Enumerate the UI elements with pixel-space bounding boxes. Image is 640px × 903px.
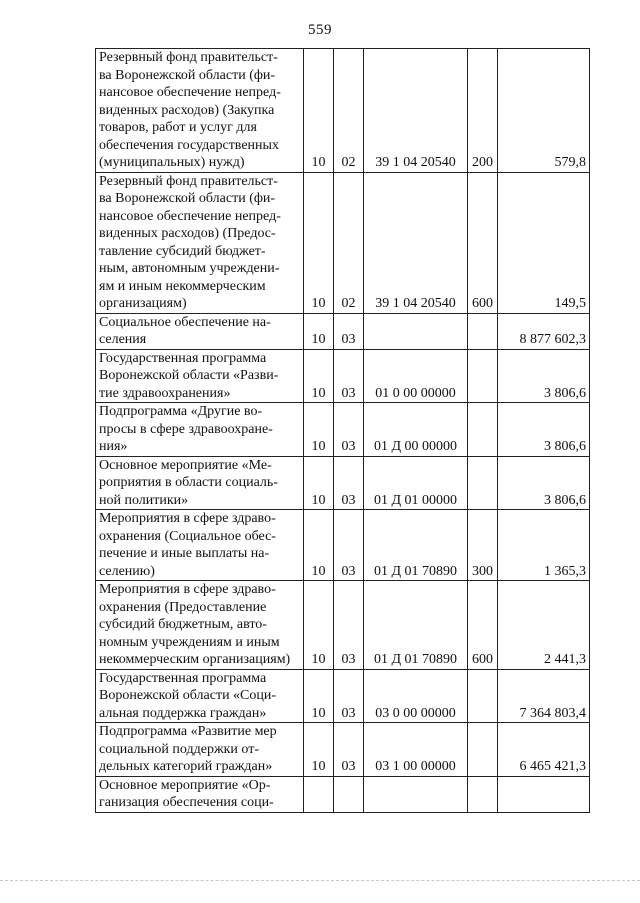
row-name-cell: Подпрограмма «Другие во- просы в сфере здравоохране- ния»: [96, 403, 304, 457]
row-target-article-cell: 01 Д 01 00000: [364, 456, 468, 510]
row-name-cell: Подпрограмма «Развитие мер социальной поддержки от- дельных категорий граждан»: [96, 723, 304, 777]
budget-table-body: [96, 49, 590, 813]
table-row: [96, 349, 590, 403]
row-expense-type-cell: 200: [468, 49, 498, 173]
row-target-article-cell: 39 1 04 20540: [364, 49, 468, 173]
row-section-cell: 10: [304, 581, 334, 670]
row-target-article-cell: 03 0 00 00000: [364, 669, 468, 723]
table-row: [96, 49, 590, 173]
row-amount-cell: 6 465 421,3: [498, 723, 590, 777]
page-number: 559: [308, 22, 332, 38]
row-expense-type-cell: [468, 723, 498, 777]
budget-table: [95, 48, 590, 813]
row-name-cell: Государственная программа Воронежской области «Разви- тие здравоохранения»: [96, 349, 304, 403]
table-row: [96, 776, 590, 812]
row-subsection-cell: 03: [334, 349, 364, 403]
table-row: [96, 403, 590, 457]
row-subsection-cell: 03: [334, 581, 364, 670]
table-row: [96, 313, 590, 349]
row-target-article-cell: 01 Д 01 70890: [364, 510, 468, 581]
table-row: [96, 723, 590, 777]
row-expense-type-cell: [468, 456, 498, 510]
row-target-article-cell: 01 0 00 00000: [364, 349, 468, 403]
row-section-cell: 10: [304, 456, 334, 510]
row-name-cell: Социальное обеспечение на- селения: [96, 313, 304, 349]
table-row: [96, 172, 590, 313]
row-amount-cell: 3 806,6: [498, 349, 590, 403]
row-section-cell: 10: [304, 403, 334, 457]
row-expense-type-cell: 600: [468, 581, 498, 670]
table-row: [96, 510, 590, 581]
row-amount-cell: 3 806,6: [498, 403, 590, 457]
row-name-cell: Резервный фонд правительст- ва Воронежской области (фи- нансовое обеспечение непред- виденных расходов) (Закупка товаров, работ и услуг для обеспечения государственных (муниципальных) нужд): [96, 49, 304, 173]
row-section-cell: 10: [304, 669, 334, 723]
row-amount-cell: 1 365,3: [498, 510, 590, 581]
row-section-cell: 10: [304, 349, 334, 403]
row-amount-cell: 3 806,6: [498, 456, 590, 510]
row-amount-cell: 2 441,3: [498, 581, 590, 670]
row-expense-type-cell: [468, 669, 498, 723]
row-name-cell: Основное мероприятие «Ме- роприятия в области социаль- ной политики»: [96, 456, 304, 510]
row-section-cell: 10: [304, 313, 334, 349]
table-row: [96, 669, 590, 723]
table-row: [96, 581, 590, 670]
row-subsection-cell: 02: [334, 49, 364, 173]
row-target-article-cell: [364, 313, 468, 349]
row-section-cell: 10: [304, 172, 334, 313]
row-subsection-cell: 03: [334, 313, 364, 349]
row-subsection-cell: 02: [334, 172, 364, 313]
row-name-cell: Государственная программа Воронежской области «Соци- альная поддержка граждан»: [96, 669, 304, 723]
row-subsection-cell: 03: [334, 456, 364, 510]
row-name-cell: Основное мероприятие «Ор- ганизация обеспечения соци-: [96, 776, 304, 812]
row-expense-type-cell: 600: [468, 172, 498, 313]
row-target-article-cell: 39 1 04 20540: [364, 172, 468, 313]
row-section-cell: 10: [304, 723, 334, 777]
row-name-cell: Резервный фонд правительст- ва Воронежской области (фи- нансовое обеспечение непред- виденных расходов) (Предос- тавление субсидий бюджет- ным, автономным учреждени- ям и иным некоммерческим организациям): [96, 172, 304, 313]
row-section-cell: [304, 776, 334, 812]
page-edge-line: [0, 880, 640, 881]
row-section-cell: 10: [304, 510, 334, 581]
row-target-article-cell: [364, 776, 468, 812]
row-amount-cell: [498, 776, 590, 812]
row-subsection-cell: 03: [334, 669, 364, 723]
row-expense-type-cell: [468, 403, 498, 457]
row-target-article-cell: 01 Д 00 00000: [364, 403, 468, 457]
row-amount-cell: 149,5: [498, 172, 590, 313]
row-expense-type-cell: 300: [468, 510, 498, 581]
row-subsection-cell: 03: [334, 723, 364, 777]
table-row: [96, 456, 590, 510]
row-expense-type-cell: [468, 349, 498, 403]
row-subsection-cell: 03: [334, 403, 364, 457]
row-subsection-cell: 03: [334, 510, 364, 581]
row-amount-cell: 8 877 602,3: [498, 313, 590, 349]
row-target-article-cell: 03 1 00 00000: [364, 723, 468, 777]
row-target-article-cell: 01 Д 01 70890: [364, 581, 468, 670]
row-amount-cell: 7 364 803,4: [498, 669, 590, 723]
row-expense-type-cell: [468, 776, 498, 812]
row-subsection-cell: [334, 776, 364, 812]
row-section-cell: 10: [304, 49, 334, 173]
row-name-cell: Мероприятия в сфере здраво- охранения (Предоставление субсидий бюджетным, авто- номным учреждениям и иным некоммерческим организациям): [96, 581, 304, 670]
row-expense-type-cell: [468, 313, 498, 349]
row-name-cell: Мероприятия в сфере здраво- охранения (Социальное обес- печение и иные выплаты на- селению): [96, 510, 304, 581]
row-amount-cell: 579,8: [498, 49, 590, 173]
